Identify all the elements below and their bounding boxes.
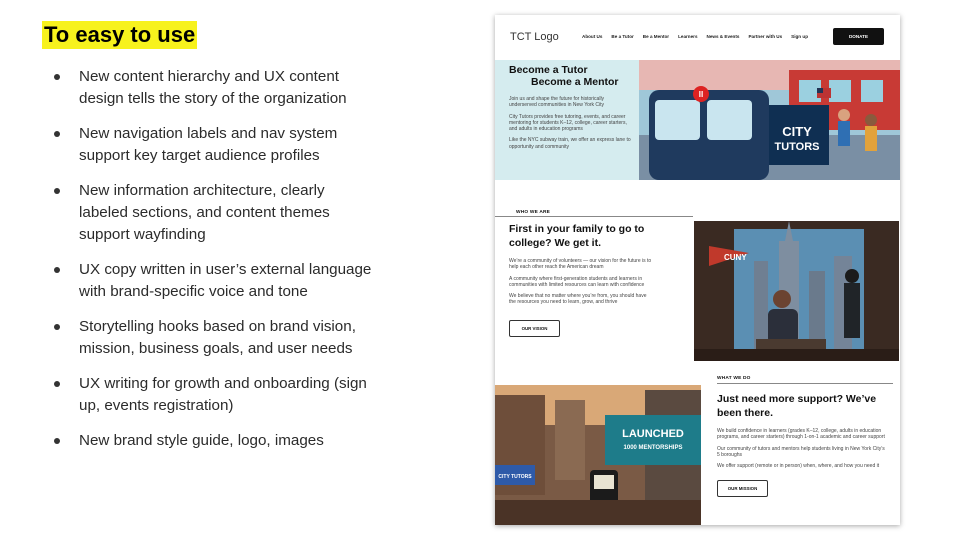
bullet-icon [54, 381, 60, 387]
feature-list [52, 66, 372, 465]
list-item-text: New navigation labels and nav system support key target audience profiles [79, 125, 338, 164]
hero-subway-illustration [639, 60, 900, 180]
who-we-are-paragraph: We’re a community of volunteers — our vision for the future is to help each other reach the American dream [509, 258, 652, 271]
what-we-do-content [717, 376, 893, 497]
site-logo[interactable]: TCT Logo [510, 31, 559, 43]
list-item-text: Storytelling hooks based on brand vision, mission, business goals, and user needs [79, 318, 356, 357]
nav-menu [582, 34, 808, 39]
list-item-text: New brand style guide, logo, images [79, 432, 324, 449]
section-label-who-we-are: WHO WE ARE [516, 210, 551, 215]
bullet-icon [54, 74, 60, 80]
bullet-icon [54, 438, 60, 444]
hero-paragraph: Like the NYC subway train, we offer an express lane to opportunity and community [509, 137, 631, 150]
list-item [52, 430, 372, 452]
hero-heading-line1: Become a Tutor [509, 64, 588, 76]
our-mission-button[interactable]: OUR MISSION [717, 480, 768, 497]
hero-heading-line2: Become a Mentor [531, 76, 619, 88]
slide-title: To easy to use [44, 22, 196, 47]
nav-link-partner[interactable]: Partner with Us [748, 34, 783, 39]
list-item-text: UX copy written in user’s external language with brand-specific voice and tone [79, 261, 372, 300]
list-item [52, 316, 372, 360]
what-we-do-heading: Just need more support? We’ve been there. [717, 393, 877, 419]
billboard-text: 1000 MENTORSHIPS [623, 445, 683, 451]
times-square-subway-illustration [495, 385, 701, 525]
train-sign-text: CITY [782, 124, 812, 139]
list-item [52, 123, 372, 167]
hero-paragraph: City Tutors provides free tutoring, events, and career mentoring for students K–12, college, career starters, and adults in education programs [509, 113, 627, 133]
list-item [52, 180, 372, 246]
student-illustration [694, 221, 899, 361]
who-we-are-paragraph: A community where first-generation students and learners in communities with limited resources can learn with confidence [509, 275, 645, 288]
billboard-text: LAUNCHED [622, 428, 684, 440]
nav-link-learners[interactable]: Learners [678, 34, 698, 39]
billboard-text: CITY TUTORS [498, 474, 532, 480]
what-we-do-paragraph: We offer support (remote or in person) when, where, and how you need it [717, 463, 880, 470]
nav-link-sign-up[interactable]: Sign up [791, 34, 808, 39]
subway-train-illustration [639, 60, 900, 180]
list-item [52, 259, 372, 303]
svg-text:II: II [698, 90, 704, 99]
nav-link-about-us[interactable]: About Us [582, 34, 603, 39]
divider [717, 383, 893, 384]
pennant-text: CUNY [724, 253, 747, 262]
who-we-are-heading: First in your family to go to college? We get it. [509, 223, 645, 249]
donate-button[interactable]: DONATE [833, 28, 884, 45]
student-window-illustration [694, 221, 899, 361]
list-item-text: UX writing for growth and onboarding (sign up, events registration) [79, 375, 367, 414]
hero-section [495, 60, 900, 180]
hero-text-panel [495, 60, 639, 180]
train-sign-text: TUTORS [774, 141, 820, 153]
divider [495, 216, 693, 217]
bullet-icon [54, 324, 60, 330]
site-navbar [495, 15, 900, 60]
bullet-icon [54, 267, 60, 273]
bullet-icon [54, 131, 60, 137]
what-we-do-paragraph: Our community of tutors and mentors help students living in New York City’s 5 boroughs [717, 445, 885, 458]
bullet-icon [54, 188, 60, 194]
list-item-text: New content hierarchy and UX content design tells the story of the organization [79, 68, 347, 107]
nav-link-news-events[interactable]: News & Events [706, 34, 740, 39]
list-item-text: New information architecture, clearly labeled sections, and content themes support wayfinding [79, 182, 330, 243]
website-mockup [495, 15, 900, 525]
hero-paragraph: Join us and shape the future for historically underserved communities in New York City [509, 96, 605, 109]
nav-link-be-a-tutor[interactable]: Be a Tutor [611, 34, 634, 39]
nav-link-be-a-mentor[interactable]: Be a Mentor [642, 34, 670, 39]
section-label-what-we-do: WHAT WE DO [717, 376, 751, 381]
who-we-are-paragraph: We believe that no matter where you’re from, you should have the resources you need to learn, grow, and thrive [509, 293, 647, 306]
what-we-do-paragraph: We build confidence in learners (grades K–12, college, adults in education programs, and career starters) through 1-on-1 academic and career support [717, 428, 885, 441]
our-vision-button[interactable]: OUR VISION [509, 320, 560, 337]
list-item [52, 373, 372, 417]
times-square-illustration [495, 385, 701, 525]
list-item [52, 66, 372, 110]
who-we-are-content [509, 222, 679, 337]
